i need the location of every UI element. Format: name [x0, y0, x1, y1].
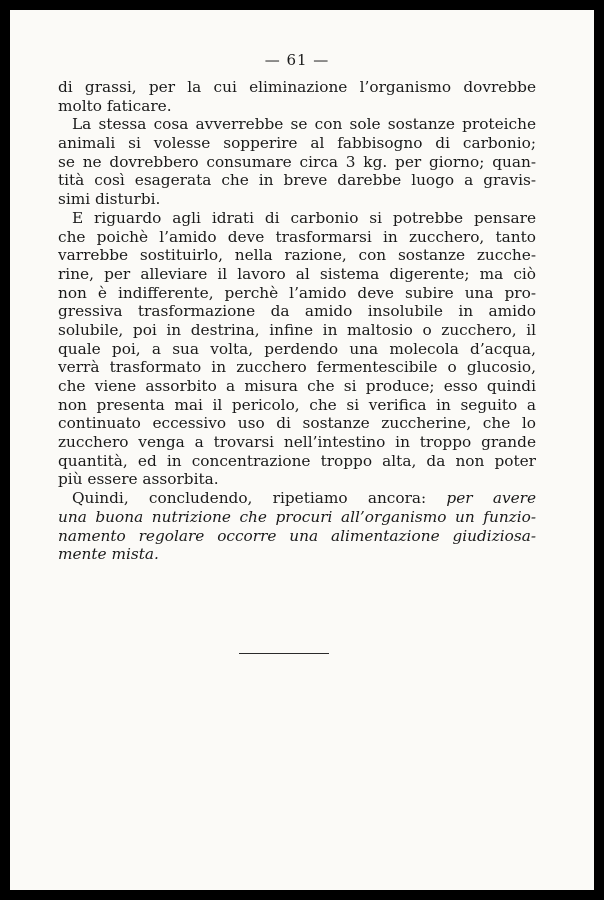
paragraph-1 [58, 78, 536, 115]
text-line: più essere assorbita. [58, 470, 219, 489]
paragraph-2 [58, 115, 536, 208]
text-line [58, 489, 536, 508]
text-line: che viene assorbito a misura che si produce; esso quindi [58, 377, 536, 395]
text-line: La stessa cosa avverrebbe se con sole sostanze proteiche [72, 115, 536, 134]
paragraph-4 [58, 489, 536, 564]
text-line: animali si volesse sopperire al fabbisogno di carbonio; [58, 134, 536, 153]
text-line: continuato eccessivo uso di sostanze zuccherine, che lo [58, 414, 536, 433]
section-divider [239, 653, 329, 654]
text-line: rine, per alleviare il lavoro al sistema digerente; ma ciò [58, 264, 536, 283]
text-line: di grassi, per la cui eliminazione l’organismo dovrebbe [58, 78, 536, 96]
text-line: molto faticare. [58, 96, 172, 115]
text-line: non presenta mai il pericolo, che si verifica in seguito a [58, 395, 536, 414]
paragraph-3 [58, 209, 536, 489]
text-line: solubile, poi in destrina, infine in maltosio o zucchero, il [58, 320, 536, 339]
page-text [58, 50, 536, 564]
line-italic: namento regolare occorre una alimentazione giudiziosa- [58, 526, 536, 545]
text-line [58, 527, 536, 546]
text-line: zucchero venga a trovarsi nell’intestino in troppo grande [58, 433, 536, 452]
text-line [58, 508, 536, 527]
text-line [58, 545, 536, 564]
text-line: varrebbe sostituirlo, nella razione, con sostanze zucche- [58, 246, 536, 265]
book-page [10, 10, 594, 890]
text-line: se ne dovrebbero consumare circa 3 kg. per giorno; quan- [58, 152, 536, 171]
text-line: non è indifferente, perchè l’amido deve subire una pro- [58, 283, 536, 302]
text-line: che poichè l’amido deve trasformarsi in zucchero, tanto [58, 227, 536, 246]
text-line: simi disturbi. [58, 190, 161, 209]
text-line: tità così esagerata che in breve darebbe luogo a gravis- [58, 171, 536, 190]
line-roman: Quindi, concludendo, ripetiamo ancora: [72, 489, 427, 508]
text-line: gressiva trasformazione da amido insolubile in amido [58, 302, 536, 321]
line-italic: mente mista. [58, 545, 159, 564]
page-number: — 61 — [264, 51, 330, 69]
line-italic: una buona nutrizione che procuri all’organismo un funzio- [58, 507, 536, 526]
text-line: E riguardo agli idrati di carbonio si potrebbe pensare [72, 208, 536, 227]
text-line: verrà trasformato in zucchero fermentescibile o glucosio, [58, 358, 536, 377]
line-italic: per avere [446, 489, 536, 508]
text-line: quantità, ed in concentrazione troppo alta, da non poter [58, 451, 536, 470]
text-line: quale poi, a sua volta, perdendo una molecola d’acqua, [58, 339, 536, 358]
